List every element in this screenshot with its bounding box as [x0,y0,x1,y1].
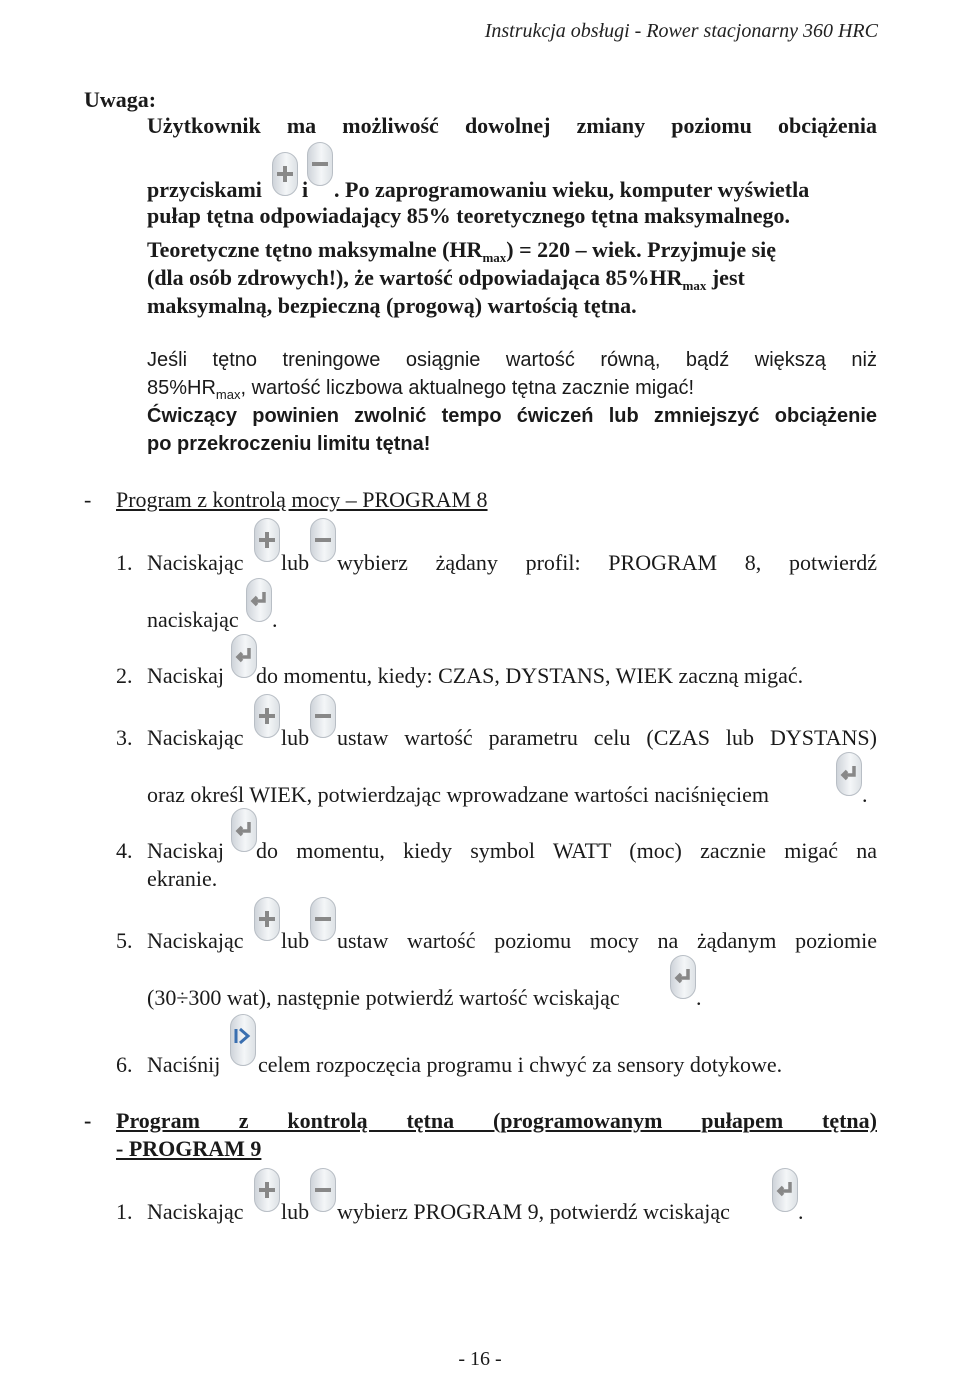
p9-step1-a: Naciskając [147,1199,244,1224]
p8-step4-b: do momentu, kiedy symbol WATT (moc) zacznie migać na [256,838,877,863]
enter-icon [670,955,696,999]
minus-icon [310,694,336,738]
plus-icon [254,518,280,562]
enter-icon [246,578,272,622]
page-header: Instrukcja obsługi - Rower stacjonarny 360 HRC [484,20,878,42]
p8-step5-c: ustaw wartość poziomu mocy na żądanym poziomie [337,928,877,953]
p8-step4-c: ekranie. [147,866,218,891]
p8-step6-num: 6. [116,1052,133,1077]
note-line-2a: przyciskami [147,177,262,202]
plus-icon [272,152,298,196]
program8-dash: - [84,487,92,512]
plus-icon [254,694,280,738]
program9-title-line-2: - PROGRAM 9 [116,1136,262,1161]
minus-icon [310,897,336,941]
enter-icon [231,634,257,678]
minus-icon [307,142,333,186]
p9-step1-d: . [798,1199,804,1224]
p8-step4-a: Naciskaj [147,838,224,863]
page-number: - 16 - [458,1348,502,1370]
p8-step5-e: . [696,985,702,1010]
p8-step5-a: Naciskając [147,928,244,953]
p9-step1-c: wybierz PROGRAM 9, potwierdź wciskając [337,1199,730,1224]
p8-step1-e: . [272,607,278,632]
note-line-3: pułap tętna odpowiadający 85% teoretycznego tętna maksymalnego. [147,203,791,228]
p8-step5-d: (30÷300 wat), następnie potwierdź wartość wciskając [147,985,620,1010]
note-line-1: Użytkownik ma możliwość dowolnej zmiany poziomu obciążenia [147,113,877,138]
note-line-2c: . Po zaprogramowaniu wieku, komputer wyświetla [334,177,810,202]
plus-icon [254,897,280,941]
enter-icon [231,808,257,852]
p8-step1-c: wybierz żądany profil: PROGRAM 8, potwierdź [337,550,877,575]
p8-step1-b: lub [281,550,310,575]
minus-icon [310,1168,336,1212]
p8-step2-a: Naciskaj [147,663,224,688]
enter-icon [836,752,862,796]
program9-dash: - [84,1108,92,1133]
note-line-6: maksymalną, bezpieczną (progową) wartością tętna. [147,293,637,318]
program8-title: Program z kontrolą mocy – PROGRAM 8 [116,487,488,512]
note-line-4: Teoretyczne tętno maksymalne $(HR_{max}) = 220$ – wiek. Przyjmuje się [147,237,777,265]
p8-step3-num: 3. [116,725,133,750]
p8-step2-num: 2. [116,663,133,688]
note-line-2b: i [302,177,309,202]
p8-step3-a: Naciskając [147,725,244,750]
start-stop-icon [230,1014,256,1066]
p8-step6-a: Naciśnij [147,1052,221,1077]
p8-step5-b: lub [281,928,310,953]
p8-step4-num: 4. [116,838,133,863]
p8-step2-b: do momentu, kiedy: CZAS, DYSTANS, WIEK zaczną migać. [256,663,804,688]
note-heading: Uwaga: [84,87,157,112]
p8-step1-a: Naciskając [147,550,244,575]
warning-line-4: po przekroczeniu limitu tętna! [147,433,431,455]
p8-step3-c: ustaw wartość parametru celu (CZAS lub DYSTANS) [337,725,877,750]
minus-icon [310,518,336,562]
enter-icon [772,1168,798,1212]
p8-step3-e: . [862,782,868,807]
p9-step1-b: lub [281,1199,310,1224]
p8-step3-d: oraz określ WIEK, potwierdzając wprowadzane wartości naciśnięciem [147,782,770,807]
plus-icon [254,1168,280,1212]
warning-line-3: Ćwiczący powinien zwolnić tempo ćwiczeń lub zmniejszyć obciążenie [147,405,877,427]
p8-step6-b: celem rozpoczęcia programu i chwyć za sensory dotykowe. [258,1052,783,1077]
program9-title-line-1: Program z kontrolą tętna (programowanym pułapem tętna) [116,1108,877,1133]
p8-step5-num: 5. [116,928,133,953]
warning-line-1: Jeśli tętno treningowe osiągnie wartość równą, bądź większą niż [147,349,877,371]
warning-line-2: $85\%HR_{max}$, wartość liczbowa aktualnego tętna zacznie migać! [147,377,695,402]
p8-step3-b: lub [281,725,310,750]
p9-step1-num: 1. [116,1199,133,1224]
p8-step1-num: 1. [116,550,133,575]
p8-step1-d: naciskając [147,607,239,632]
note-line-5: (dla osób zdrowych!), że wartość odpowiadająca $85\%HR_{max}$ jest [147,265,745,293]
